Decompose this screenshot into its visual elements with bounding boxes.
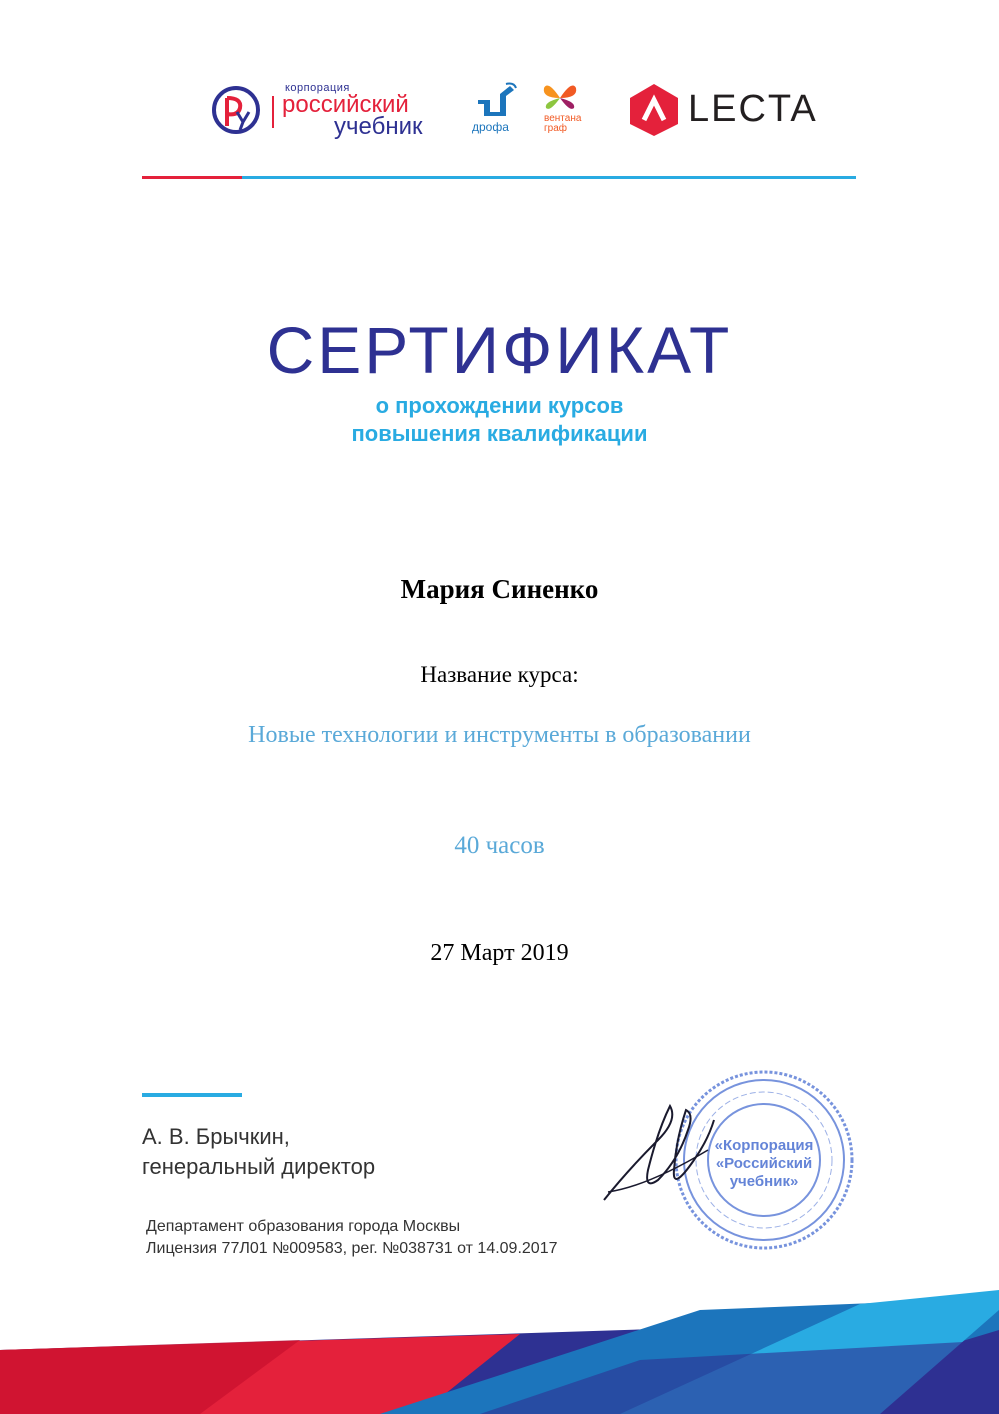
recipient-name: Мария Синенко	[400, 574, 599, 604]
certificate-title: СЕРТИФИКАТ	[266, 313, 733, 387]
ventana-label-line2: граф	[544, 123, 567, 134]
stamp-line-2: «Российский	[715, 1155, 813, 1172]
stamp-line-1: «Корпорация	[714, 1137, 814, 1154]
handwritten-signature	[598, 1100, 718, 1210]
stamp-line-3: учебник»	[729, 1173, 799, 1190]
lecta-emblem-icon	[626, 82, 682, 138]
issue-date: 27 Март 2019	[430, 940, 569, 966]
drofa-logo	[470, 80, 520, 142]
course-hours: 40 часов	[454, 832, 545, 859]
ru-divider	[272, 96, 274, 128]
signature-rule	[142, 1093, 242, 1097]
drofa-bird-icon	[470, 80, 520, 120]
butterfly-icon	[540, 80, 580, 114]
lecta-label: LECTA	[688, 88, 818, 130]
certificate-subtitle	[0, 392, 999, 448]
course-label: Название курса:	[420, 662, 579, 687]
partner-logos	[0, 70, 999, 150]
license-block	[146, 1216, 558, 1260]
ventana-label	[544, 114, 581, 134]
russian-textbook-logo	[210, 80, 450, 140]
ventana-label-line1: вентана	[544, 113, 582, 124]
header-rule-red	[142, 176, 242, 179]
subtitle-line-1: о прохождении курсов	[375, 393, 624, 418]
footer-decoration	[0, 1290, 999, 1414]
lecta-logo	[626, 82, 818, 138]
signatory-position: генеральный директор	[142, 1154, 376, 1179]
ru-corp-word1: российский	[282, 91, 409, 118]
signatory-block	[142, 1122, 375, 1182]
ru-corp-small-label: корпорация	[285, 82, 350, 94]
license-line-1: Департамент образования города Москвы	[146, 1218, 461, 1235]
drofa-label: дрофа	[472, 120, 509, 134]
license-line-2: Лицензия 77Л01 №009583, рег. №038731 от 14.09.2017	[146, 1240, 558, 1257]
ventana-graf-logo	[540, 80, 590, 142]
header-rule-blue	[242, 176, 856, 179]
subtitle-line-2: повышения квалификации	[351, 421, 648, 446]
signatory-name: А. В. Брычкин,	[142, 1124, 290, 1149]
course-name: Новые технологии и инструменты в образовании	[248, 722, 751, 748]
ru-emblem-icon	[210, 80, 270, 140]
ru-corp-word2: учебник	[334, 113, 423, 140]
